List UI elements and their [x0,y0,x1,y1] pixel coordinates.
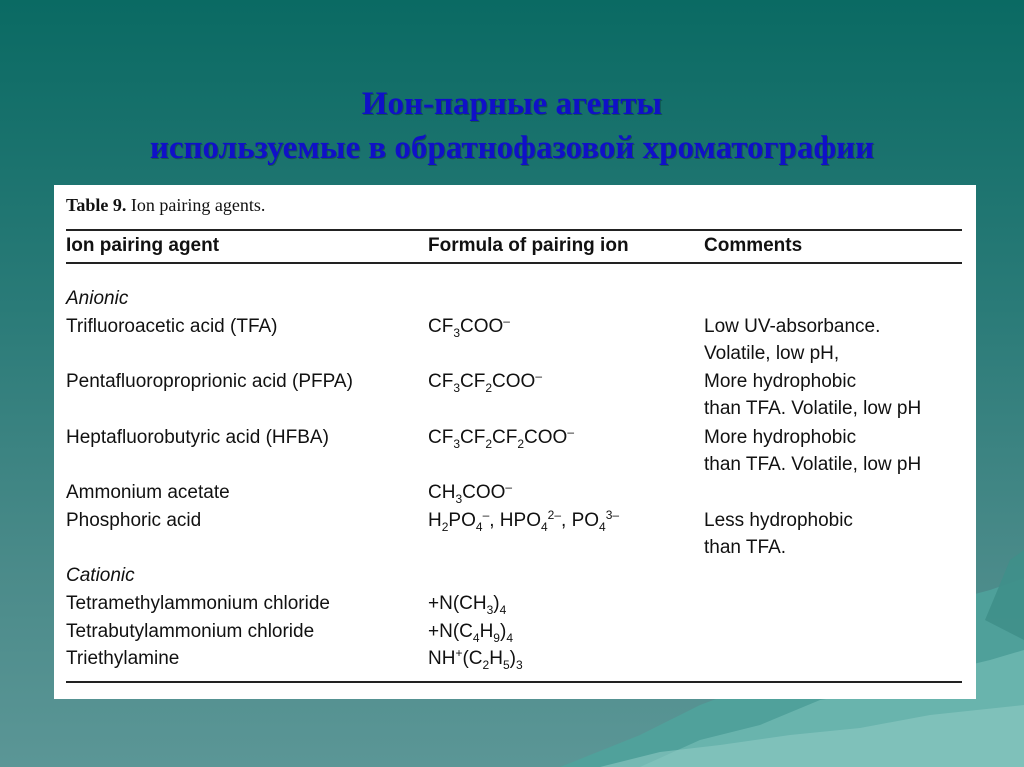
formula-part: 4 [506,631,513,645]
formula-part: CF [428,371,454,392]
formula-part: +N(C [428,621,473,642]
formula-part: 2 [441,520,449,534]
formula-part: – [505,480,513,494]
comment-line: than TFA. Volatile, low pH [704,398,922,419]
formula-part: NH [428,648,456,669]
formula-part: (C [462,648,483,669]
formula-part: 3– [605,508,620,522]
table-bottom-rule [66,681,962,683]
formula-part: 5 [502,658,510,672]
formula-part: 3 [453,381,461,395]
slide-title [0,82,1024,170]
comment-line: More hydrophobic [704,427,857,448]
table-header-rule [66,262,962,264]
formula-part: , HPO [489,510,541,531]
formula-part: – [482,508,490,522]
agent-ammonium-acetate: Ammonium acetate [66,482,230,503]
formula-part: CF [428,316,454,337]
formula-part: 4 [599,520,606,534]
formula-part: CH [428,482,456,503]
formula-part: – [535,369,542,383]
table-caption [66,195,265,216]
agent-phosphoric-acid: Phosphoric acid [66,510,202,531]
agent-triethylamine: Triethylamine [66,648,180,669]
formula-part: – [567,425,575,439]
formula-part: 2– [547,508,562,522]
formula-ammonium-acetate [428,482,512,504]
agent-pfpa: Pentafluoroproprionic acid (PFPA) [66,371,353,392]
formula-part: COO [462,482,506,503]
agent-tfa: Trifluoroacetic acid (TFA) [66,316,278,337]
formula-pfpa [428,371,542,393]
slide-title-line-1: Ион-парные агенты [361,86,663,122]
agent-hfba: Heptafluorobutyric acid (HFBA) [66,427,329,448]
formula-part: 4 [472,631,480,645]
formula-part: H [489,648,503,669]
formula-part: 3 [455,492,463,506]
formula-part: 3 [486,603,494,617]
formula-part: 4 [475,520,483,534]
group-cationic: Cationic [66,565,135,586]
formula-part: +N(CH [428,593,487,614]
formula-part: – [503,314,510,328]
formula-part: 2 [517,437,525,451]
formula-part: CF [460,427,486,448]
formula-part: 2 [485,381,493,395]
formula-part: CF [428,427,454,448]
formula-part: 3 [453,437,461,451]
table-caption-text: Ion pairing agents. [130,195,266,215]
formula-part: 2 [482,658,490,672]
formula-phosphoric-acid [428,510,619,532]
formula-part: H [479,621,494,642]
formula-part: ) [509,648,516,669]
formula-part: PO [448,510,476,531]
formula-part: ) [499,621,507,642]
formula-part: 2 [485,437,493,451]
comment-line: More hydrophobic [704,371,857,392]
formula-part: CF [492,427,518,448]
formula-triethylamine [428,648,523,670]
formula-part: ) [493,593,500,614]
formula-part: CF [460,371,486,392]
formula-tetramethylammonium [428,593,506,615]
formula-part: , PO [561,510,600,531]
formula-part: COO [492,371,536,392]
comment-line: Low UV-absorbance. [704,316,881,337]
table-image [54,185,976,699]
table-caption-label: Table 9. [66,195,127,215]
table-top-rule [66,229,962,231]
formula-tfa [428,316,510,338]
group-anionic: Anionic [66,288,129,309]
header-agent: Ion pairing agent [66,235,220,256]
comment-line: Less hydrophobic [704,510,853,531]
header-comments: Comments [704,235,803,256]
formula-part: 3 [453,326,461,340]
formula-part: H [428,510,442,531]
formula-tetrabutylammonium [428,621,513,643]
comment-line: than TFA. [704,537,787,558]
formula-part: 3 [515,658,523,672]
formula-part: 4 [499,603,507,617]
formula-part: 9 [493,631,500,645]
formula-hfba [428,427,574,449]
header-formula: Formula of pairing ion [428,235,629,256]
agent-tetrabutylammonium: Tetrabutylammonium chloride [66,621,315,642]
slide-title-line-2: используемые в обратнофазовой хроматографии [149,130,875,166]
formula-part: + [455,646,463,660]
formula-part: COO [460,316,504,337]
formula-part: 4 [540,520,548,534]
comment-line: than TFA. Volatile, low pH [704,454,922,475]
formula-part: COO [524,427,568,448]
comment-line: Volatile, low pH, [704,343,840,364]
agent-tetramethylammonium: Tetramethylammonium chloride [66,593,330,614]
